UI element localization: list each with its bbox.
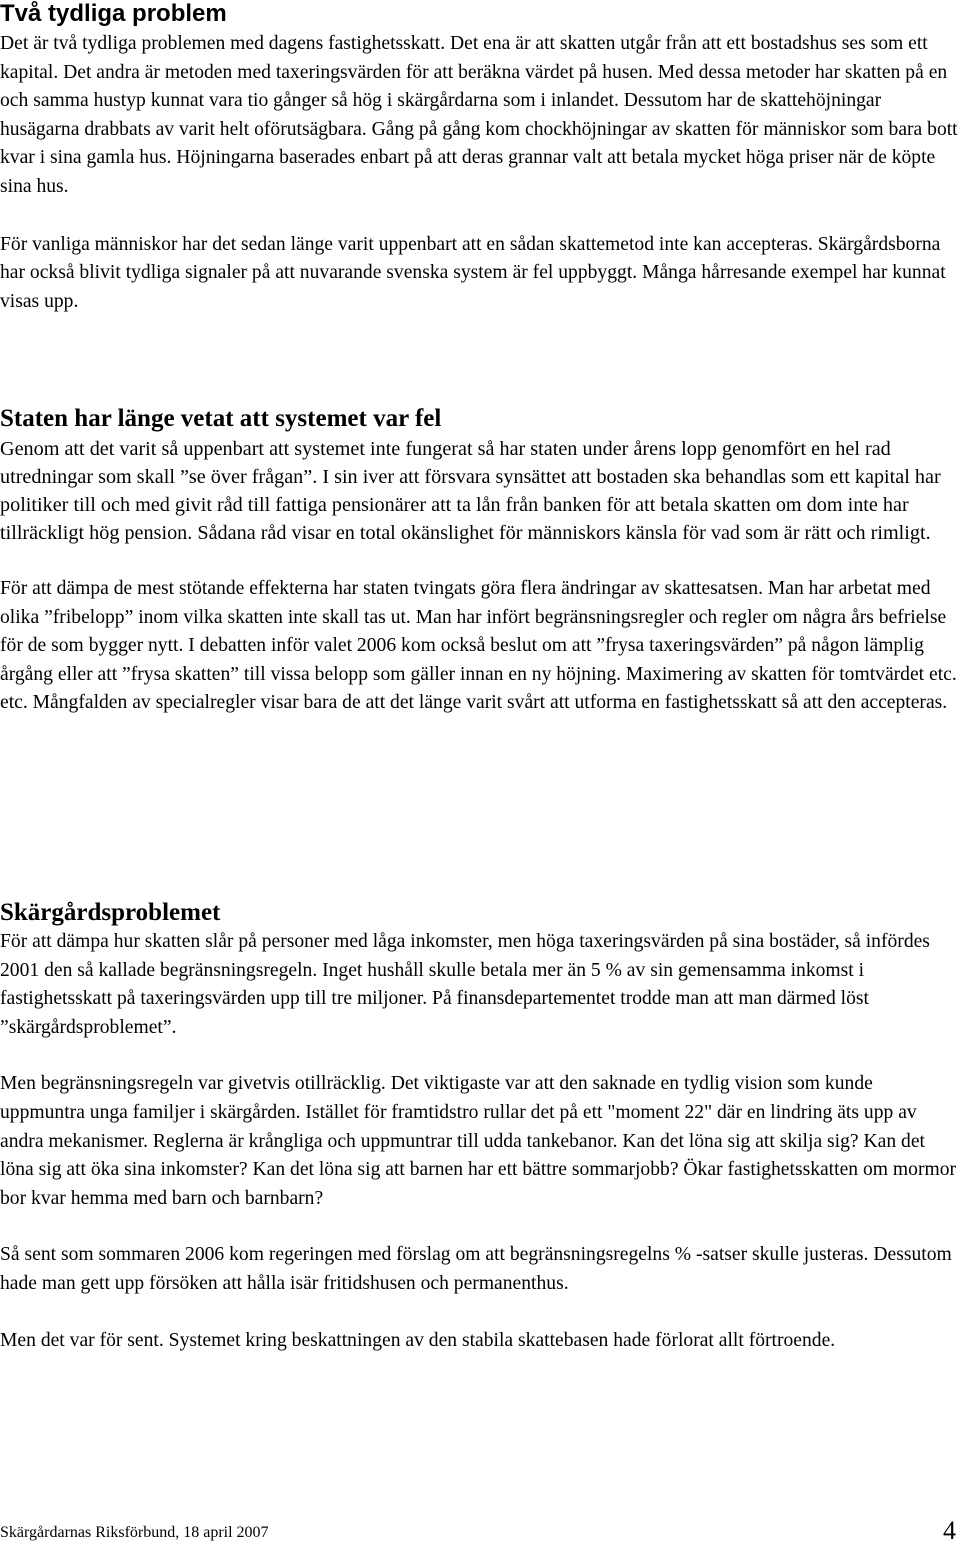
- paragraph: Genom att det varit så uppenbart att systemet inte fungerat så har staten under årens lopp genomfört en hel rad utredningar som skall ”se över frågan”. I sin iver att försvara synsättet att bostaden ska behandlas som ett kapital har politiker till och med givit råd till fattiga pensionärer att ta lån från banken för att betala skatten om dom inte har tillräckligt hög pension. Sådana råd visar en total okänslighet för människors känsla för vad som är rätt och rimligt.: [0, 438, 941, 544]
- section-heading: Staten har länge vetat att systemet var fel: [0, 405, 442, 432]
- paragraph: Men det var för sent. Systemet kring beskattningen av den stabila skattebasen hade förlorat allt förtroende.: [0, 1329, 836, 1351]
- paragraph: För att dämpa de mest stötande effekterna har staten tvingats göra flera ändringar av skattesatsen. Man har arbetat med olika ”fribelopp” inom vilka skatten inte skall tas ut. Man har infört begränsningsregler och regler om några års befrielse för de som bygger nytt. I debatten inför valet 2006 kom också beslut om att ”frysa taxeringsvärden” på någon lämplig årgång eller att ”frysa skatten” till vissa belopp som gäller innan en ny höjning. Maximering av skatten för tomtvärdet etc. etc. Mångfalden av specialregler visar bara de att det länge varit svårt att utforma en fastighetsskatt så att den accepteras.: [0, 578, 957, 714]
- footer-text: Skärgårdarnas Riksförbund, 18 april 2007: [0, 1524, 269, 1541]
- paragraph: För att dämpa hur skatten slår på personer med låga inkomster, men höga taxeringsvärden på sina bostäder, så infördes 2001 den så kallade begränsningsregeln. Inget hushåll skulle betala mer än 5 % av sin gemensamma inkomst i fastighetsskatt på taxeringsvärden upp till tre miljoner. På finansdepartementet trodde man att man därmed löst ”skärgårdsproblemet”.: [0, 931, 930, 1038]
- section-tva-tydliga-problem: [0, 0, 958, 316]
- paragraph: Det är två tydliga problemen med dagens fastighetsskatt. Det ena är att skatten utgår från att ett bostadshus ses som ett kapital. Det andra är metoden med taxeringsvärden för att beräkna värdet på husen. Med dessa metoder har skatten på en och samma hustyp kunnat vara tio gånger så hög i skärgårdarna som i inlandet. Dessutom har de skattehöjningar husägarna drabbats av varit helt oförutsägbara. Gång på gång kom chockhöjningar av skatten för människor som bara bott kvar i sina gamla hus. Höjningarna baserades enbart på att deras grannar valt att betala mycket höga priser när de köpte sina hus.: [0, 33, 958, 197]
- paragraph: Men begränsningsregeln var givetvis otillräcklig. Det viktigaste var att den saknade en tydlig vision som kunde uppmuntra unga familjer i skärgården. Istället för framtidstro rullar det på ett "moment 22" där en lindring äts upp av andra mekanismer. Reglerna är krångliga och uppmuntrar till udda tankebanor. Kan det löna sig att skilja sig? Kan det löna sig att öka sina inkomster? Kan det löna sig att barnen har ett bättre sommarjobb? Ökar fastighetsskatten om mormor bor kvar hemma med barn och barnbarn?: [0, 1073, 957, 1209]
- page-number: 4: [943, 1516, 956, 1545]
- section-heading: Två tydliga problem: [0, 0, 227, 27]
- paragraph: Så sent som sommaren 2006 kom regeringen med förslag om att begränsningsregelns % -satser skulle justeras. Dessutom hade man gett upp försöken att hålla isär fritidshusen och permanenthus.: [0, 1244, 952, 1294]
- section-staten-har-lange-vetat: [0, 404, 958, 718]
- section-heading: Skärgårdsproblemet: [0, 899, 221, 926]
- paragraph: För vanliga människor har det sedan länge varit uppenbart att en sådan skattemetod inte kan accepteras. Skärgårdsborna har också blivit tydliga signaler på att nuvarande svenska system är fel uppbyggt. Många hårresande exempel har kunnat visas upp.: [0, 233, 946, 312]
- section-skargardsproblemet: [0, 898, 958, 1355]
